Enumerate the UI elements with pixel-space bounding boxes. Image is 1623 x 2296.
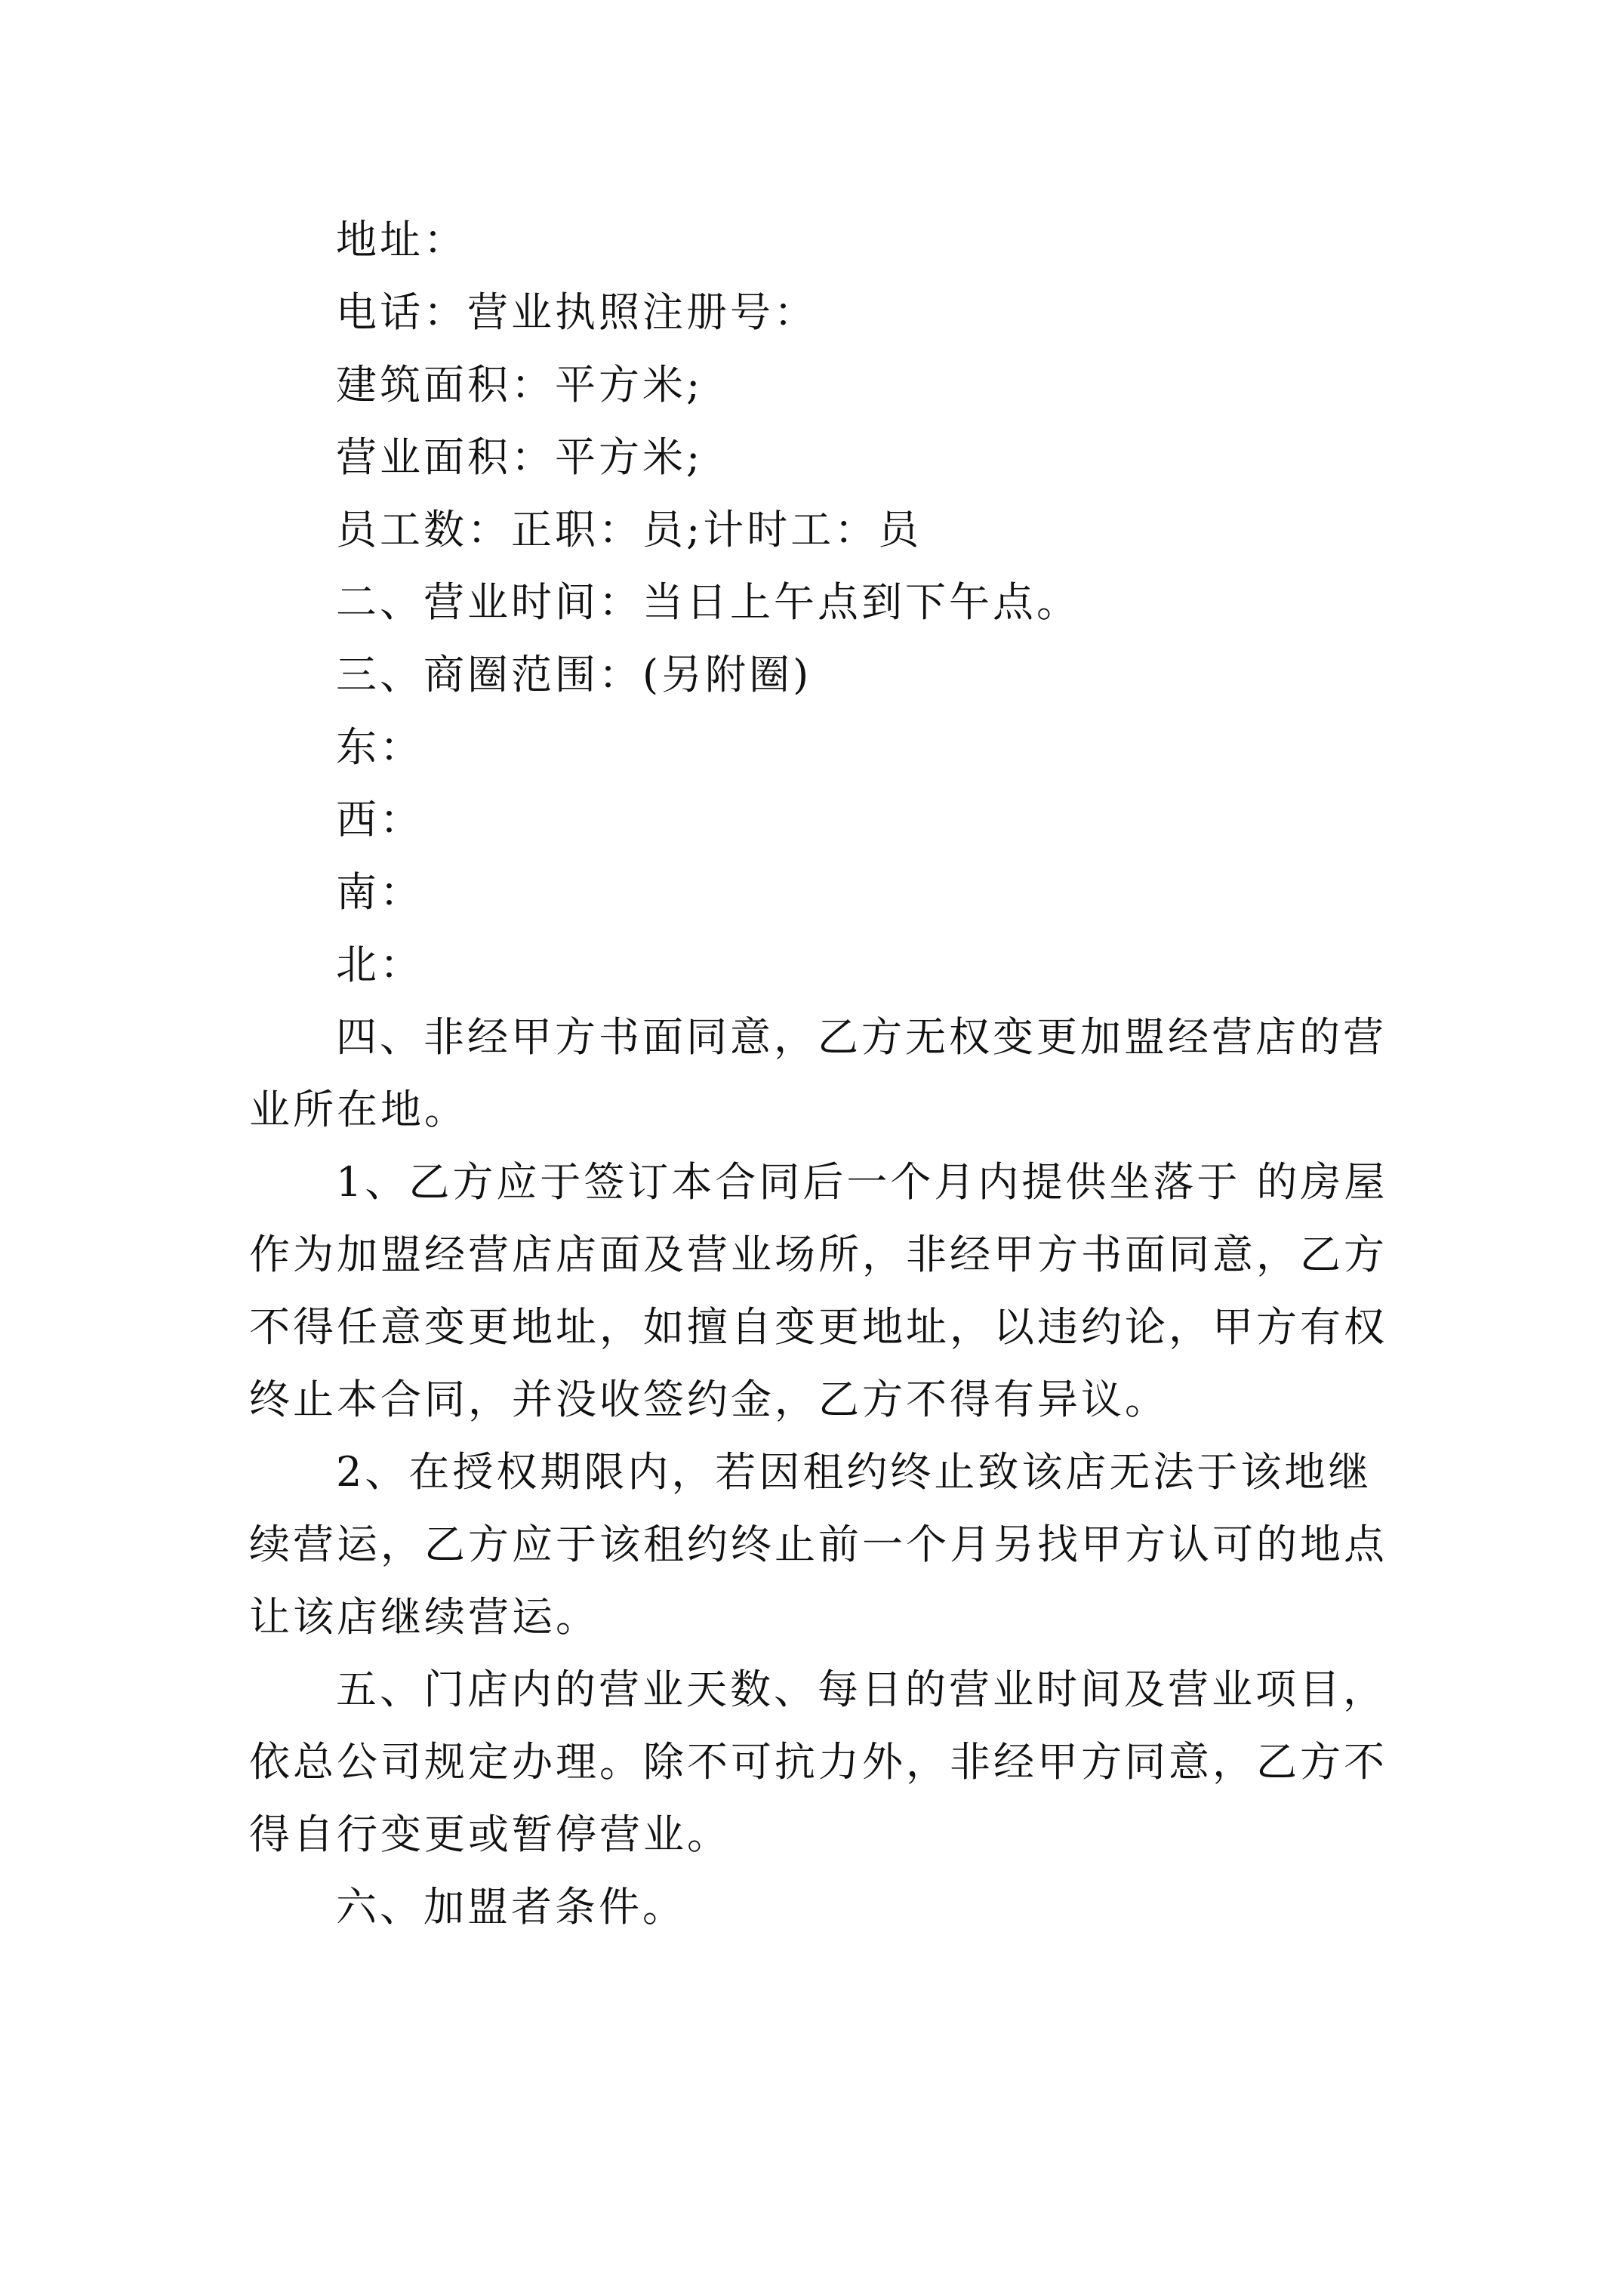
staff-count-line: 员工数：正职：员;计时工：员: [336, 506, 922, 553]
document-body: [249, 204, 1388, 1943]
clause-5-line: 得自行变更或暂停营业。: [249, 1811, 731, 1858]
business-area-line: 营业面积：平方米;: [336, 433, 704, 481]
clause-5-paragraph: [249, 1653, 1387, 1871]
item-1-line: 终止本合同，并没收签约金，乙方不得有异议。: [249, 1376, 1169, 1423]
clause-5-line: 五、门店内的营业天数、每日的营业时间及营业项目，: [336, 1666, 1387, 1713]
trade-area-south: 南：: [336, 868, 423, 916]
clause-6-heading: 六、加盟者条件。: [336, 1883, 686, 1931]
trade-area-north: 北：: [336, 941, 423, 988]
item-1-line: 1、乙方应于签订本合同后一个月内提供坐落于 的房屋: [336, 1158, 1388, 1206]
trade-area-line: 三、商圈范围：(另附圈): [336, 651, 812, 698]
item-2-line: 2、在授权期限内，若因租约终止致该店无法于该地继: [336, 1448, 1372, 1496]
clause-5-line: 依总公司规定办理。除不可抗力外，非经甲方同意，乙方不: [249, 1738, 1387, 1786]
item-1-line: 不得任意变更地址，如擅自变更地址，以违约论，甲方有权: [249, 1303, 1387, 1351]
clause-4-line: 业所在地。: [249, 1086, 468, 1133]
building-area-line: 建筑面积：平方米;: [336, 361, 704, 408]
item-1-line: 作为加盟经营店店面及营业场所，非经甲方书面同意，乙方: [249, 1231, 1387, 1278]
phone-license-line: 电话：营业执照注册号：: [336, 288, 818, 336]
item-2-paragraph: [249, 1436, 1387, 1653]
item-2-line: 让该店继续营运。: [249, 1593, 599, 1641]
trade-area-west: 西：: [336, 796, 423, 843]
business-hours-line: 二、营业时间：当日上午点到下午点。: [336, 578, 1080, 626]
address-line: 地址：: [336, 216, 467, 264]
item-2-line: 续营运，乙方应于该租约终止前一个月另找甲方认可的地点: [249, 1521, 1387, 1568]
clause-4-line: 四、非经甲方书面同意，乙方无权变更加盟经营店的营: [336, 1013, 1387, 1061]
clause-4-paragraph: [249, 1001, 1387, 1146]
item-1-paragraph: [249, 1146, 1388, 1436]
trade-area-east: 东：: [336, 723, 423, 771]
